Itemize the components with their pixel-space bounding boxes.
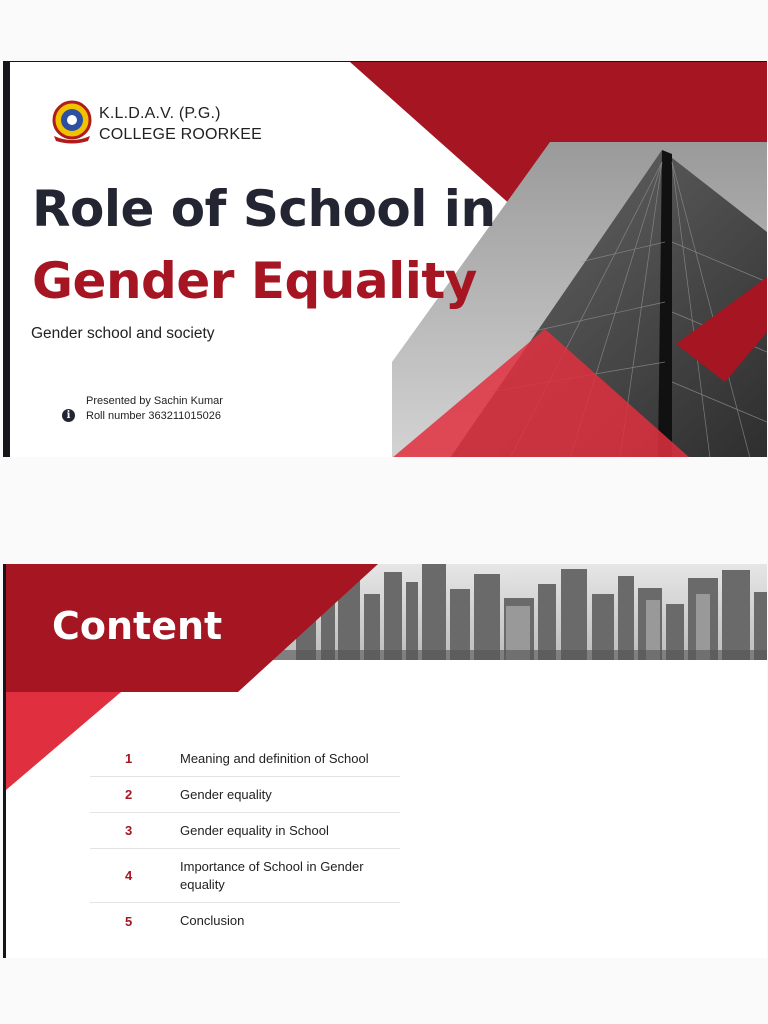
list-item-text: Meaning and definition of School bbox=[180, 750, 369, 766]
slide-title-line1: Role of School in bbox=[32, 180, 496, 238]
list-item bbox=[90, 777, 400, 813]
college-emblem-icon bbox=[50, 100, 94, 144]
list-item bbox=[90, 813, 400, 849]
table-of-contents bbox=[90, 741, 400, 939]
college-name-line1: K.L.D.A.V. (P.G.) bbox=[99, 105, 221, 122]
college-name-line2: COLLEGE ROORKEE bbox=[99, 126, 263, 143]
slide-title-line2: Gender Equality bbox=[32, 252, 477, 310]
list-item-text: Conclusion bbox=[180, 913, 245, 928]
presenter-name: Presented by Sachin Kumar bbox=[86, 395, 223, 407]
college-name bbox=[99, 103, 262, 145]
list-item-text: Importance of School in Gender equality bbox=[180, 858, 364, 892]
list-item bbox=[90, 849, 400, 903]
list-item-number: 4 bbox=[125, 868, 133, 883]
list-item-number: 2 bbox=[125, 787, 133, 802]
content-slide bbox=[3, 564, 767, 958]
list-item bbox=[90, 741, 400, 777]
roll-number: Roll number 363211015026 bbox=[86, 410, 221, 422]
slide-subtitle: Gender school and society bbox=[31, 325, 215, 342]
list-item-text: Gender equality bbox=[180, 786, 272, 802]
list-item-number: 5 bbox=[125, 913, 133, 929]
list-item-number: 1 bbox=[125, 751, 133, 766]
list-item-number: 3 bbox=[125, 823, 133, 838]
info-icon: i bbox=[62, 409, 75, 422]
presenter-block bbox=[86, 394, 223, 424]
list-item-text: Gender equality in School bbox=[180, 822, 329, 838]
content-heading: Content bbox=[52, 604, 223, 648]
title-slide bbox=[3, 61, 767, 457]
list-item bbox=[90, 903, 400, 939]
